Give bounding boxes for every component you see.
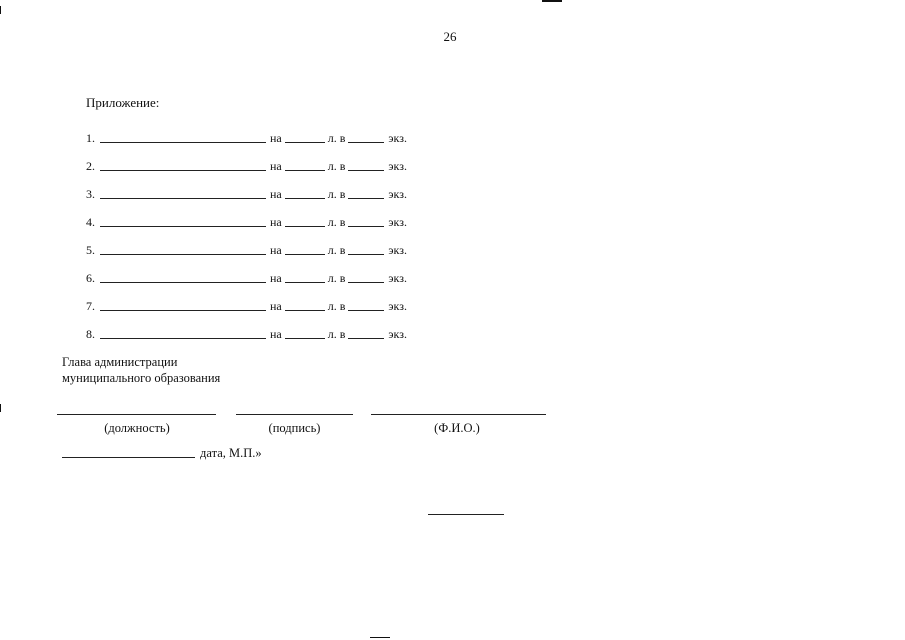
appendix-item-number: 8.	[86, 327, 95, 341]
appendix-sheets-label: л. в	[327, 327, 346, 341]
appendix-copies-blank[interactable]	[348, 253, 384, 255]
appendix-on-label: на	[270, 159, 282, 173]
appendix-title-blank[interactable]	[100, 281, 266, 283]
page-number: 26	[443, 29, 457, 44]
appendix-item-number: 3.	[86, 187, 95, 201]
appendix-item	[86, 258, 446, 286]
appendix-item	[86, 230, 446, 258]
appendix-copies-label: экз.	[388, 187, 407, 201]
appendix-sheets-blank[interactable]	[285, 197, 325, 199]
position-label: (должность)	[104, 421, 170, 435]
appendix-copies-blank[interactable]	[348, 141, 384, 143]
appendix-item	[86, 118, 446, 146]
appendix-sheets-label: л. в	[327, 299, 346, 313]
appendix-copies-blank[interactable]	[348, 169, 384, 171]
appendix-on-label: на	[270, 131, 282, 145]
head-title-line1: Глава администрации	[62, 355, 178, 369]
appendix-item-number: 5.	[86, 243, 95, 257]
appendix-item	[86, 146, 446, 174]
appendix-item	[86, 202, 446, 230]
appendix-item-number: 2.	[86, 159, 95, 173]
appendix-title-blank[interactable]	[100, 197, 266, 199]
appendix-on-label: на	[270, 299, 282, 313]
appendix-sheets-blank[interactable]	[285, 253, 325, 255]
appendix-sheets-blank[interactable]	[285, 309, 325, 311]
appendix-sheets-label: л. в	[327, 131, 346, 145]
appendix-list	[86, 118, 446, 342]
date-line[interactable]	[62, 456, 195, 458]
scan-mark-top-right	[542, 0, 562, 2]
name-label: (Ф.И.О.)	[434, 421, 480, 435]
scan-mark-left-mid	[0, 404, 1, 412]
appendix-copies-blank[interactable]	[348, 197, 384, 199]
appendix-sheets-blank[interactable]	[285, 141, 325, 143]
appendix-title-blank[interactable]	[100, 309, 266, 311]
appendix-item	[86, 174, 446, 202]
appendix-copies-blank[interactable]	[348, 225, 384, 227]
appendix-sheets-blank[interactable]	[285, 169, 325, 171]
position-line[interactable]	[57, 414, 216, 415]
name-line[interactable]	[371, 414, 546, 415]
appendix-item-number: 7.	[86, 299, 95, 313]
appendix-title-blank[interactable]	[100, 337, 266, 339]
scan-mark-bottom	[370, 637, 390, 638]
appendix-copies-label: экз.	[388, 159, 407, 173]
appendix-sheets-label: л. в	[327, 243, 346, 257]
end-separator-line	[428, 514, 504, 515]
appendix-item-number: 1.	[86, 131, 95, 145]
appendix-heading: Приложение:	[86, 95, 160, 110]
head-title	[62, 354, 220, 386]
appendix-item-number: 4.	[86, 215, 95, 229]
head-title-line2: муниципального образования	[62, 371, 221, 385]
appendix-item-number: 6.	[86, 271, 95, 285]
appendix-item	[86, 286, 446, 314]
appendix-on-label: на	[270, 271, 282, 285]
date-row	[62, 446, 262, 461]
appendix-on-label: на	[270, 215, 282, 229]
appendix-on-label: на	[270, 327, 282, 341]
appendix-title-blank[interactable]	[100, 141, 266, 143]
appendix-title-blank[interactable]	[100, 169, 266, 171]
appendix-copies-label: экз.	[388, 131, 407, 145]
appendix-copies-label: экз.	[388, 243, 407, 257]
appendix-sheets-label: л. в	[327, 187, 346, 201]
appendix-copies-label: экз.	[388, 271, 407, 285]
appendix-sheets-label: л. в	[327, 271, 346, 285]
appendix-sheets-blank[interactable]	[285, 337, 325, 339]
appendix-sheets-label: л. в	[327, 159, 346, 173]
appendix-copies-label: экз.	[388, 215, 407, 229]
appendix-copies-label: экз.	[388, 299, 407, 313]
appendix-sheets-blank[interactable]	[285, 281, 325, 283]
appendix-copies-blank[interactable]	[348, 281, 384, 283]
appendix-sheets-label: л. в	[327, 215, 346, 229]
appendix-on-label: на	[270, 187, 282, 201]
signature-label: (подпись)	[268, 421, 321, 435]
scan-mark-left-top	[0, 6, 1, 14]
appendix-title-blank[interactable]	[100, 225, 266, 227]
appendix-title-blank[interactable]	[100, 253, 266, 255]
appendix-copies-blank[interactable]	[348, 337, 384, 339]
appendix-item	[86, 314, 446, 342]
appendix-on-label: на	[270, 243, 282, 257]
date-label: дата, М.П.»	[200, 446, 262, 460]
appendix-sheets-blank[interactable]	[285, 225, 325, 227]
appendix-copies-label: экз.	[388, 327, 407, 341]
appendix-copies-blank[interactable]	[348, 309, 384, 311]
signature-line[interactable]	[236, 414, 353, 415]
